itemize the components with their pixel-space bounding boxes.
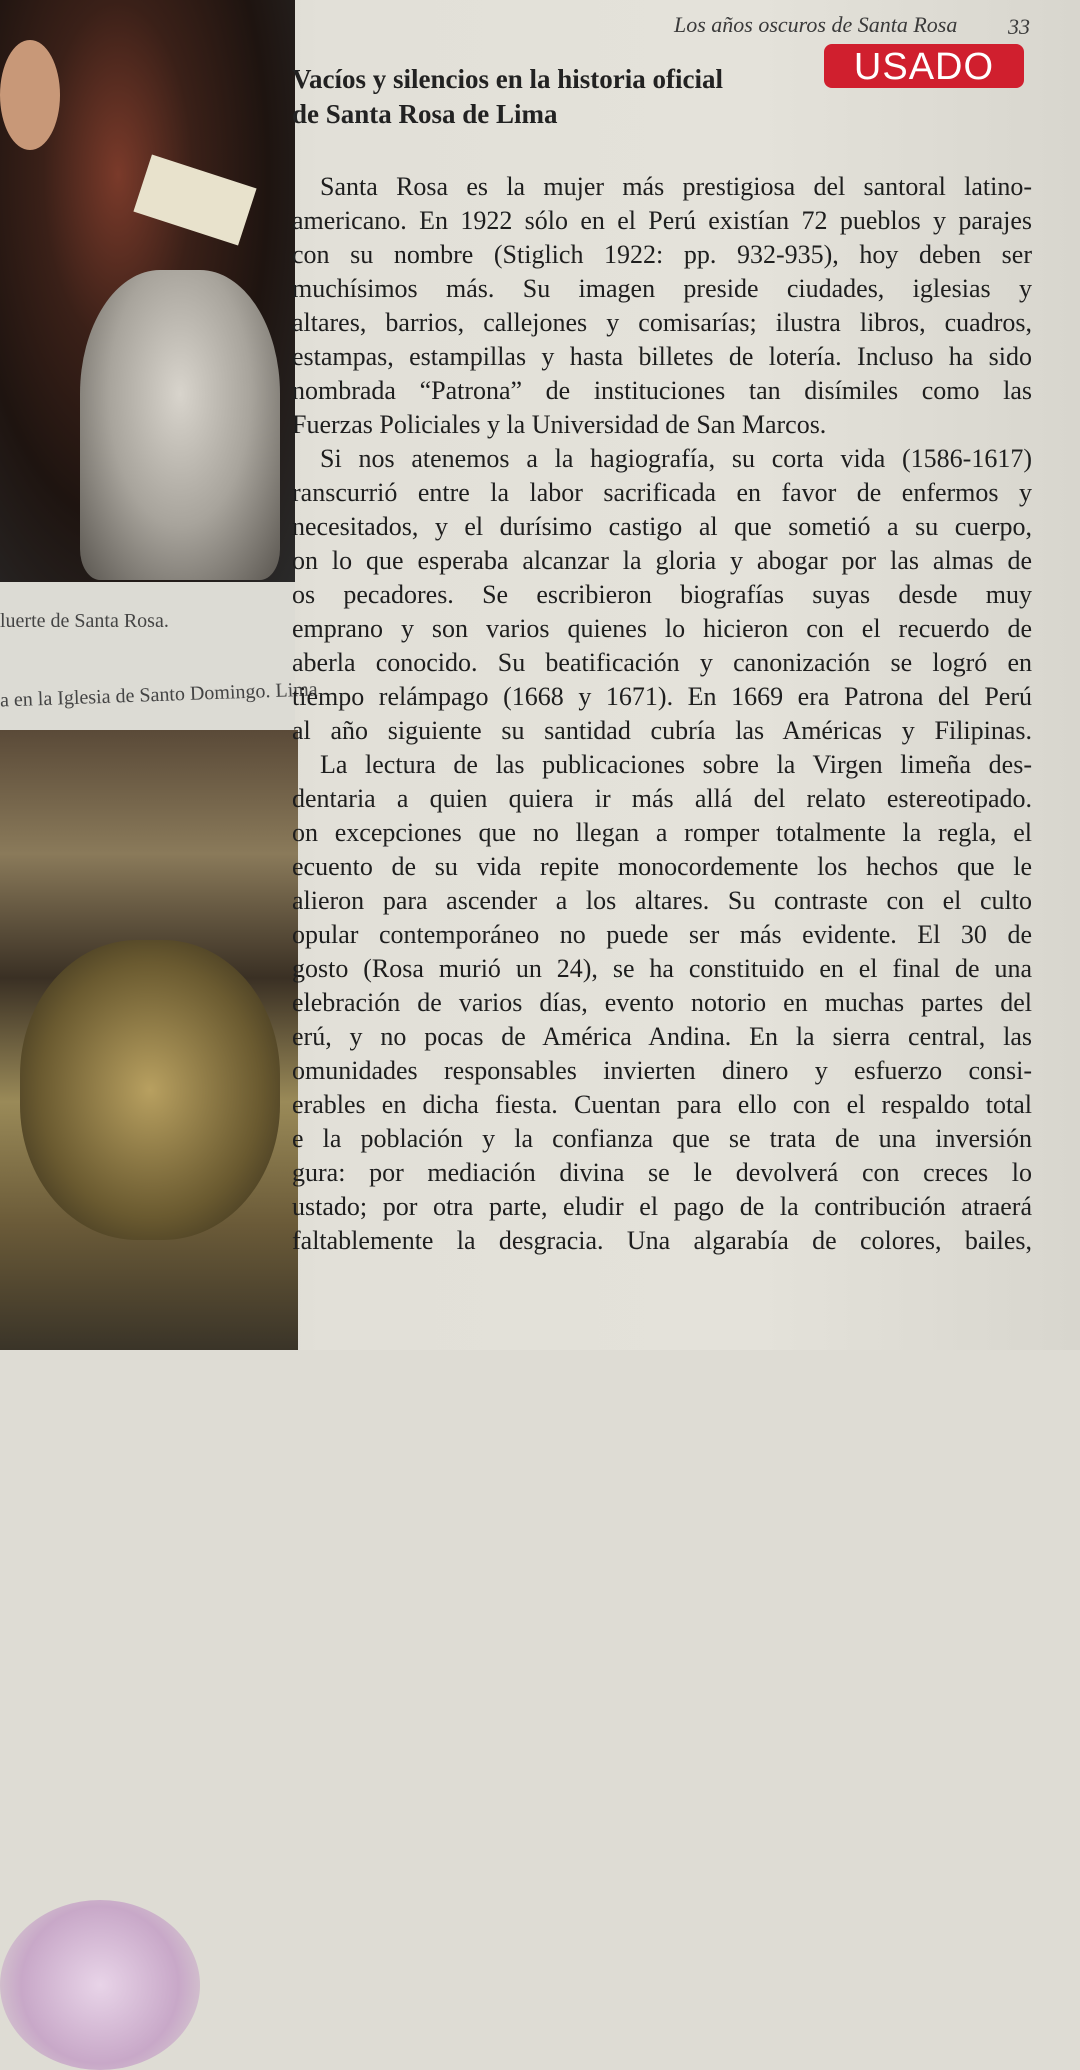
text-line: gura: por mediación divina se le devolverá con creces lo bbox=[292, 1158, 1032, 1187]
text-line: necesitados, y el durísimo castigo al que sometió a su cuerpo, bbox=[292, 512, 1032, 541]
page-number: 33 bbox=[1008, 14, 1030, 39]
text-line: alieron para ascender a los altares. Su contraste con el culto bbox=[292, 886, 1032, 915]
text-line: gosto (Rosa murió un 24), se ha constituido en el final de una bbox=[292, 954, 1032, 983]
text-line: Fuerzas Policiales y la Universidad de San Marcos. bbox=[292, 410, 827, 439]
text-line: faltablemente la desgracia. Una algarabía de colores, bailes, bbox=[292, 1226, 1032, 1255]
text-line: La lectura de las publicaciones sobre la Virgen limeña des- bbox=[320, 750, 1032, 779]
reliquary-photo bbox=[0, 730, 298, 1350]
text-line: ranscurrió entre la labor sacrificada en favor de enfermos y bbox=[292, 478, 1032, 507]
running-head: Los años oscuros de Santa Rosa bbox=[674, 12, 958, 37]
text-line: opular contemporáneo no puede ser más evidente. El 30 de bbox=[292, 920, 1032, 949]
used-badge: USADO bbox=[824, 44, 1024, 88]
text-line: elebración de varios días, evento notorio en muchas partes del bbox=[292, 988, 1032, 1017]
text-line: Santa Rosa es la mujer más prestigiosa del santoral latino- bbox=[320, 172, 1032, 201]
painting-figure bbox=[80, 270, 280, 580]
caption-2: a en la Iglesia de Santo Domingo. Lima bbox=[0, 678, 318, 712]
painting-book bbox=[133, 154, 256, 245]
text-line: Si nos atenemos a la hagiografía, su corta vida (1586-1617) bbox=[320, 444, 1032, 473]
text-line: on lo que esperaba alcanzar la gloria y abogar por las almas de bbox=[292, 546, 1032, 575]
text-line: e la población y la confianza que se trata de una inversión bbox=[292, 1124, 1032, 1153]
text-line: americano. En 1922 sólo en el Perú existían 72 pueblos y parajes bbox=[292, 206, 1032, 235]
reliquary-ornament bbox=[20, 940, 280, 1240]
text-line: al año siguiente su santidad cubría las Américas y Filipinas. bbox=[292, 716, 1032, 745]
caption-band bbox=[0, 582, 318, 732]
painting-face bbox=[0, 40, 60, 150]
text-line: tiempo relámpago (1668 y 1671). En 1669 era Patrona del Perú bbox=[292, 682, 1032, 711]
text-line: dentaria a quien quiera ir más allá del relato estereotipado. bbox=[292, 784, 1032, 813]
text-line: estampas, estampillas y hasta billetes de lotería. Incluso ha sido bbox=[292, 342, 1032, 371]
flower-blur bbox=[0, 1900, 200, 2070]
text-line: ustado; por otra parte, eludir el pago de la contribución atraerá bbox=[292, 1192, 1032, 1221]
text-line: nombrada “Patrona” de instituciones tan disímiles como las bbox=[292, 376, 1032, 405]
text-line: altares, barrios, callejones y comisarías; ilustra libros, cuadros, bbox=[292, 308, 1032, 337]
text-line: erú, y no pocas de América Andina. En la sierra central, las bbox=[292, 1022, 1032, 1051]
text-line: ecuento de su vida repite monocordemente los hechos que le bbox=[292, 852, 1032, 881]
section-title-line-1: Vacíos y silencios en la historia oficial bbox=[292, 64, 723, 94]
text-line: con su nombre (Stiglich 1922: pp. 932-935), hoy deben ser bbox=[292, 240, 1032, 269]
text-line: muchísimos más. Su imagen preside ciudades, iglesias y bbox=[292, 274, 1032, 303]
caption-1: luerte de Santa Rosa. bbox=[0, 610, 169, 632]
text-line: emprano y son varios quienes lo hicieron con el recuerdo de bbox=[292, 614, 1032, 643]
painting-photo bbox=[0, 0, 295, 582]
text-line: erables en dicha fiesta. Cuentan para ello con el respaldo total bbox=[292, 1090, 1032, 1119]
text-line: on excepciones que no llegan a romper totalmente la regla, el bbox=[292, 818, 1032, 847]
text-line: aberla conocido. Su beatificación y canonización se logró en bbox=[292, 648, 1032, 677]
section-title-line-2: de Santa Rosa de Lima bbox=[292, 99, 558, 129]
text-line: os pecadores. Se escribieron biografías suyas desde muy bbox=[292, 580, 1032, 609]
text-line: omunidades responsables invierten dinero y esfuerzo consi- bbox=[292, 1056, 1032, 1085]
